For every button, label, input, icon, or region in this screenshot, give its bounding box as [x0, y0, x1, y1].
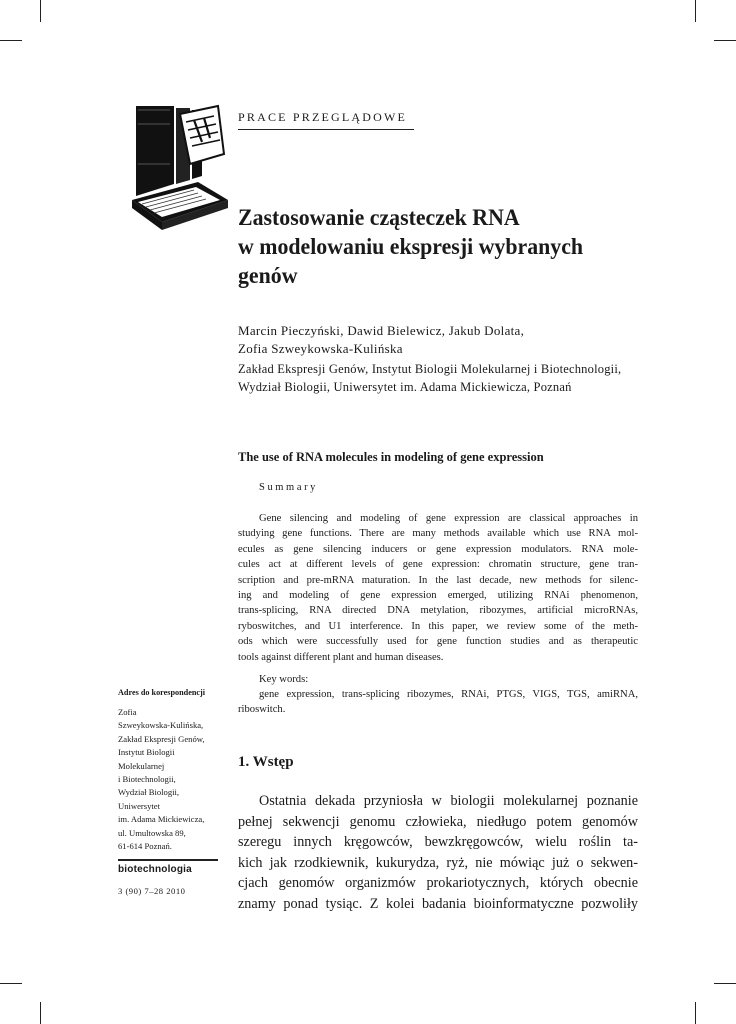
affiliation — [238, 360, 621, 396]
abstract — [238, 511, 638, 665]
abstract-line: Gene silencing and modeling of gene expression are classical approaches in — [259, 513, 638, 524]
abstract-line: scription and pre-mRNA maturation. In the last decade, new methods for silenc- — [238, 574, 638, 586]
keywords-line: riboswitch. — [238, 703, 286, 715]
crop-mark — [40, 0, 41, 22]
body-line: kich jak rzodkiewnik, kukurydza, ryż, nie mówiąc już o sekwen- — [238, 854, 638, 871]
crop-mark — [714, 40, 736, 41]
article-title — [238, 204, 629, 291]
journal-name: biotechnologia — [118, 864, 192, 875]
address-line: i Biotechnologii, — [118, 774, 176, 785]
address-line: Szweykowska-Kulińska, — [118, 720, 204, 731]
journal-issue: 3 (90) 7–28 2010 — [118, 886, 186, 896]
section-rule — [238, 129, 414, 130]
body-line: cjach genomów organizmów prokariotycznych, których obecnie — [238, 875, 638, 891]
crop-mark — [695, 0, 696, 22]
title-line: w modelowaniu ekspresji wybranych — [238, 234, 584, 260]
abstract-line: ing and modeling of gene expression emerged, utilizing RNAi phenomenon, — [238, 590, 638, 602]
affiliation-line: Wydział Biologii, Uniwersytet im. Adama Mickiewicza, Poznań — [238, 380, 572, 394]
body-line: Ostatnia dekada przyniosła w biologii molekularnej poznanie — [259, 793, 638, 809]
address-line: Zofia — [118, 707, 137, 717]
address-line: Molekularnej — [118, 760, 165, 771]
address-line: Instytut Biologii — [118, 747, 175, 758]
abstract-line: studying gene functions. There are many methods available which use RNA mol- — [238, 528, 638, 540]
address-line: Wydział Biologii, — [118, 787, 180, 798]
body-line: pełnej sekwencji genomu człowieka, niedługo potem genomów — [238, 813, 638, 830]
authors-line: Zofia Szweykowska-Kulińska — [238, 341, 403, 356]
correspondence-address — [118, 706, 205, 853]
sidebar-rule — [118, 859, 218, 861]
body-line: znamy ponad tysiąc. Z kolei badania bioinformatyczne pozwoliły — [238, 895, 638, 912]
authors — [238, 322, 524, 358]
address-line: ul. Umultowska 89, — [118, 827, 186, 838]
body-line: szeregu innych kręgowców, bewzkręgowców, wielu roślin ta- — [238, 834, 638, 850]
address-line: 61-614 Poznań. — [118, 841, 172, 852]
crop-mark — [714, 983, 736, 984]
section-heading: 1. Wstęp — [238, 754, 294, 770]
abstract-line: tools against different plant and human diseases. — [238, 651, 444, 663]
books-icon — [132, 104, 228, 232]
abstract-line: ods which were successfully used for gene function studies and as therapeutic — [238, 636, 638, 648]
correspondence-heading: Adres do korespondencji — [118, 688, 206, 697]
keywords-label: Key words: — [259, 674, 309, 685]
authors-line: Marcin Pieczyński, Dawid Bielewicz, Jakub Dolata, — [238, 323, 525, 338]
title-line: genów — [238, 263, 298, 289]
address-line: Zakład Ekspresji Genów, — [118, 733, 205, 744]
affiliation-line: Zakład Ekspresji Genów, Instytut Biologii Molekularnej i Biotechnologii, — [238, 362, 622, 376]
abstract-line: trans-splicing, RNA directed DNA metylation, ribozymes, artificial microRNAs, — [238, 605, 638, 617]
address-line: im. Adama Mickiewicza, — [118, 814, 205, 825]
body-text — [238, 791, 638, 914]
abstract-line: ryboswitches, and U1 interference. In this paper, we review some of the meth- — [238, 620, 638, 632]
crop-mark — [0, 40, 22, 41]
abstract-line: cules act at different levels of gene expression: chromatin structure, gene tran- — [238, 559, 638, 571]
title-line: Zastosowanie cząsteczek RNA — [238, 205, 520, 231]
abstract-line: ecules as gene silencing inducers or gene expression modulators. RNA mole- — [238, 543, 638, 555]
crop-mark — [40, 1002, 41, 1024]
address-line: Uniwersytet — [118, 800, 161, 811]
crop-mark — [0, 983, 22, 984]
keywords — [238, 688, 638, 718]
crop-mark — [695, 1002, 696, 1024]
summary-label: Summary — [259, 482, 319, 493]
keywords-line: gene expression, trans-splicing ribozymes, RNAi, PTGS, VIGS, TGS, amiRNA, — [259, 689, 638, 700]
english-title: The use of RNA molecules in modeling of gene expression — [238, 450, 544, 464]
section-label: PRACE PRZEGLĄDOWE — [238, 110, 408, 124]
